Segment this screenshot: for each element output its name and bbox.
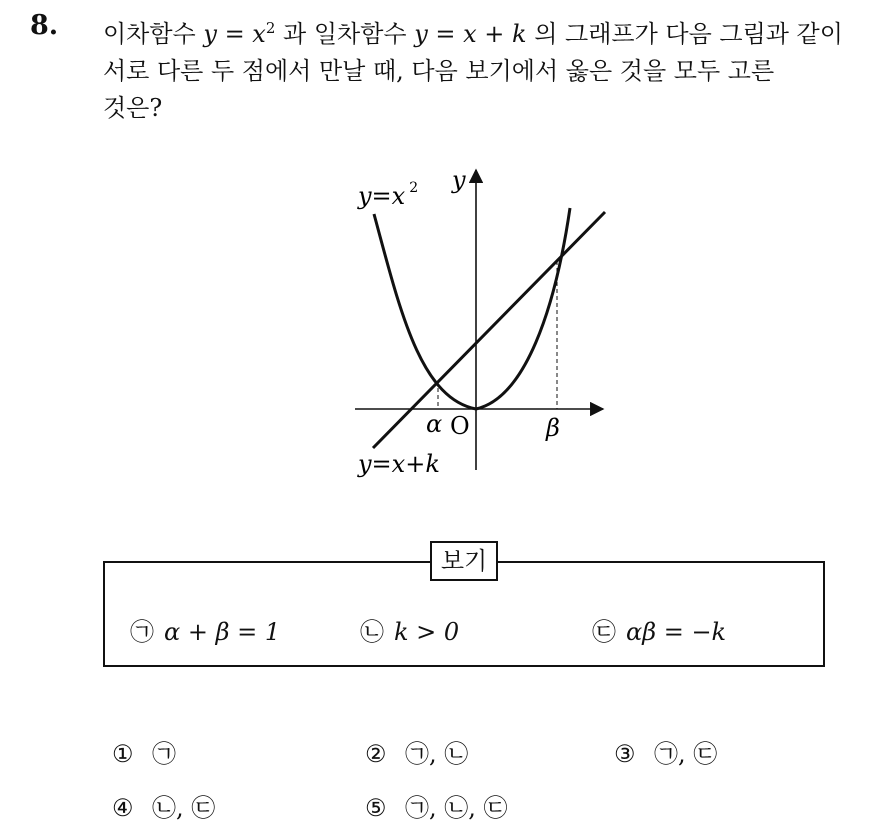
choice-number: ② bbox=[365, 740, 387, 768]
choice-number: ④ bbox=[112, 794, 134, 822]
statement-expr: αβ = −k bbox=[626, 618, 727, 646]
choice-5[interactable] bbox=[365, 788, 508, 823]
choice-2[interactable] bbox=[365, 734, 468, 769]
stem-text: 의 그래프가 다음 그림과 같이 bbox=[526, 20, 843, 48]
alpha-label: α bbox=[426, 410, 443, 438]
choice-text: ㉠, ㉡ bbox=[405, 740, 469, 768]
line-expression: y = x + k bbox=[414, 20, 527, 48]
stem-line-3: 것은? bbox=[103, 94, 163, 122]
question-stem bbox=[103, 10, 863, 127]
stem-text: 과 일차함수 bbox=[275, 20, 415, 48]
question-number: 8. bbox=[30, 10, 59, 41]
parabola-expression: $y = x^2$ bbox=[203, 19, 276, 48]
statement-marker: ㉡ bbox=[360, 618, 384, 646]
choice-text: ㉠, ㉢ bbox=[654, 740, 718, 768]
choice-text: ㉠, ㉡, ㉢ bbox=[405, 794, 508, 822]
beta-label: β bbox=[546, 414, 560, 442]
statement-marker: ㉠ bbox=[130, 618, 154, 646]
choice-number: ③ bbox=[614, 740, 636, 768]
graph-figure bbox=[340, 160, 620, 480]
stem-line-1 bbox=[103, 10, 863, 53]
statement-expr: k > 0 bbox=[394, 618, 460, 646]
stem-text: 이차함수 bbox=[103, 20, 204, 48]
origin-label: O bbox=[450, 412, 470, 440]
choice-1[interactable] bbox=[112, 734, 176, 769]
stem-line-2: 서로 다른 두 점에서 만날 때, 다음 보기에서 옳은 것을 모두 고른 bbox=[103, 57, 775, 85]
line-label: y=x+k bbox=[358, 450, 440, 478]
statement-marker: ㉢ bbox=[592, 618, 616, 646]
parabola-curve bbox=[374, 208, 570, 409]
bogi-title: 보기 bbox=[430, 541, 498, 581]
choice-number: ① bbox=[112, 740, 134, 768]
choice-4[interactable] bbox=[112, 788, 215, 823]
choice-3[interactable] bbox=[614, 734, 717, 769]
statement-1 bbox=[130, 612, 280, 647]
statement-2 bbox=[360, 612, 459, 647]
choice-number: ⑤ bbox=[365, 794, 387, 822]
choice-text: ㉡, ㉢ bbox=[152, 794, 216, 822]
statement-3 bbox=[592, 612, 726, 647]
choice-text: ㉠ bbox=[152, 740, 176, 768]
statement-expr: α + β = 1 bbox=[164, 618, 281, 646]
y-axis-label: y bbox=[452, 166, 466, 194]
parabola-label: y=x $^2$ bbox=[358, 180, 419, 210]
